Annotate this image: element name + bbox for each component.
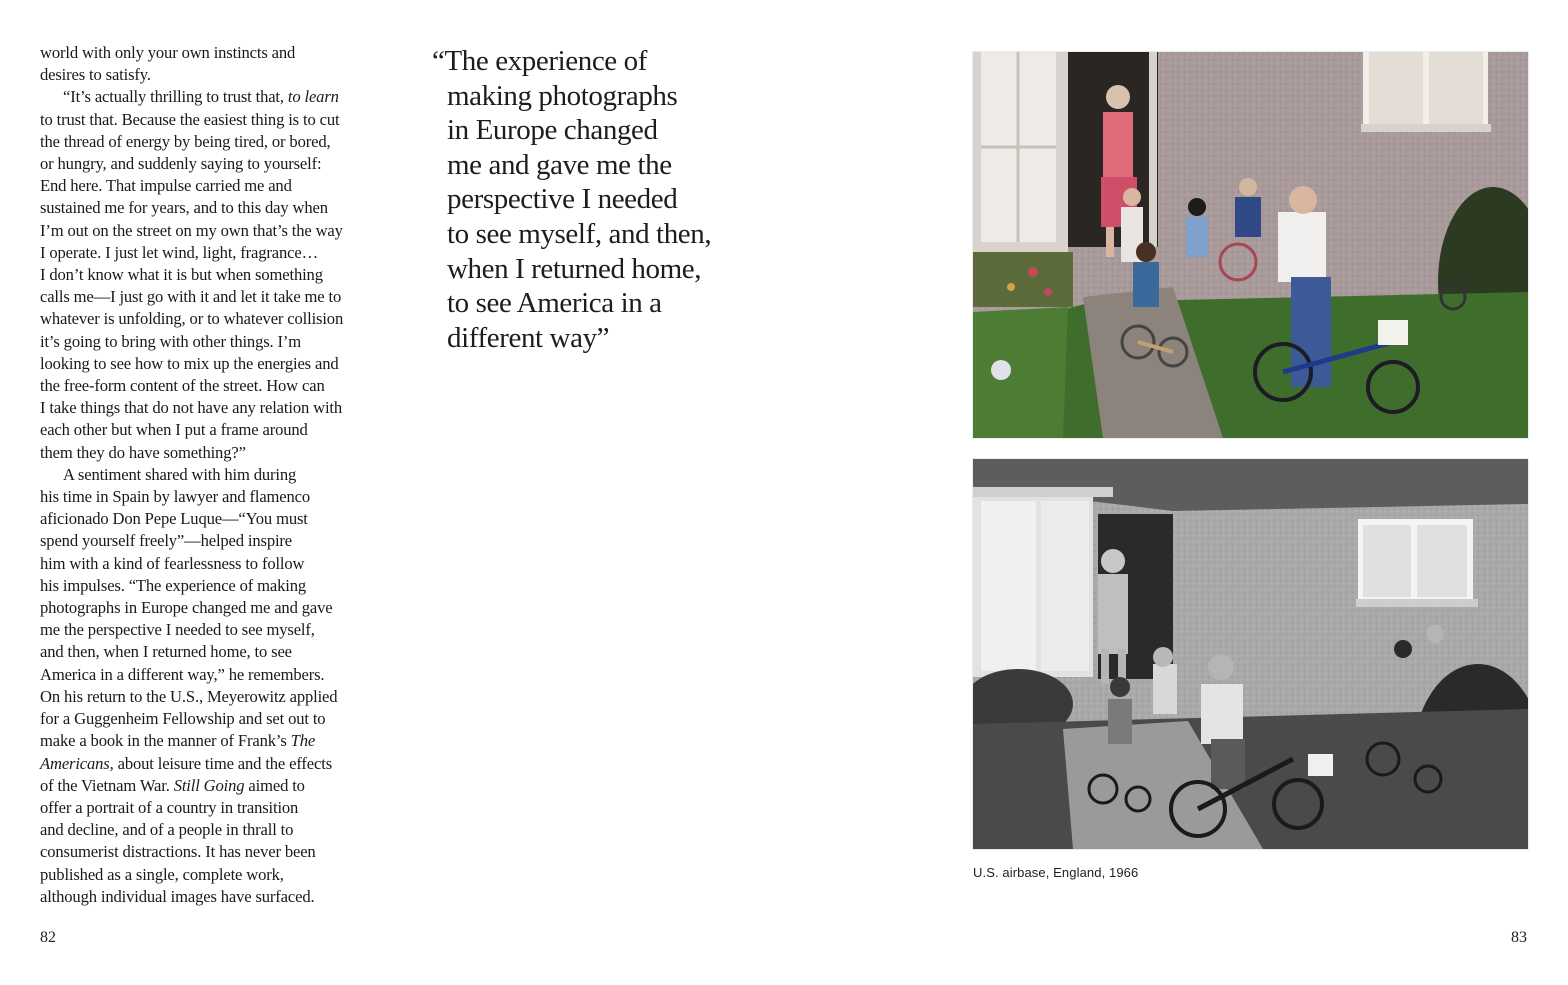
text-line: consumerist distractions. It has never been xyxy=(40,842,316,862)
text-line: or hungry, and suddenly saying to yourself: xyxy=(40,154,322,174)
page-number-left: 82 xyxy=(40,929,56,946)
text-line: for a Guggenheim Fellowship and set out to xyxy=(40,709,326,729)
text-line: the free-form content of the street. How can xyxy=(40,376,325,396)
text-line: them they do have something?” xyxy=(40,442,246,462)
text-line: although individual images have surfaced. xyxy=(40,886,315,906)
text-line: his impulses. “The experience of making xyxy=(40,575,307,595)
text-line: world with only your own instincts and xyxy=(40,43,296,62)
text-line: his time in Spain by lawyer and flamenco xyxy=(40,487,311,507)
text-line: each other but when I put a frame around xyxy=(40,420,308,440)
text-line: make a book in the manner of Frank’s The xyxy=(40,731,316,751)
color-photo-illustration xyxy=(973,52,1528,438)
text-line: Americans, about leisure time and the effects xyxy=(40,753,333,773)
text-line: of the Vietnam War. Still Going aimed to xyxy=(40,775,305,795)
text-line: aficionado Don Pepe Luque—“You must xyxy=(40,509,308,529)
bw-photo-illustration xyxy=(973,459,1528,849)
text-line: America in a different way,” he remembers. xyxy=(40,664,325,684)
text-line: I don’t know what it is but when something xyxy=(40,265,323,285)
text-line: I take things that do not have any relation with xyxy=(40,398,343,418)
text-line: and decline, and of a people in thrall to xyxy=(40,820,294,840)
text-line: published as a single, complete work, xyxy=(40,864,284,884)
pull-quote-line: making photographs xyxy=(447,79,678,112)
text-line: On his return to the U.S., Meyerowitz applied xyxy=(40,686,338,706)
text-line: the thread of energy by being tired, or bored, xyxy=(40,131,331,151)
pull-quote-line: “The experience of xyxy=(432,45,647,77)
children-on-bicycles-color-photo xyxy=(973,52,1528,438)
pull-quote-line: perspective I needed xyxy=(447,183,678,216)
body-text-column xyxy=(40,42,370,908)
text-line: A sentiment shared with him during xyxy=(63,464,297,484)
text-line: End here. That impulse carried me and xyxy=(40,176,292,196)
text-line: whatever is unfolding, or to whatever collision xyxy=(40,309,344,329)
pull-quote-line: different way” xyxy=(447,321,610,354)
pull-quote-line: when I returned home, xyxy=(447,252,702,285)
text-line: calls me—I just go with it and let it take me to xyxy=(40,287,342,307)
text-line: looking to see how to mix up the energies and xyxy=(40,353,339,373)
text-line: photographs in Europe changed me and gave xyxy=(40,598,333,618)
photo-caption: U.S. airbase, England, 1966 xyxy=(973,865,1139,880)
page-number-right: 83 xyxy=(1511,929,1527,946)
text-line: him with a kind of fearlessness to follow xyxy=(40,553,305,573)
text-line: desires to satisfy. xyxy=(40,65,151,85)
pull-quote-line: to see myself, and then, xyxy=(447,217,712,250)
text-line: I’m out on the street on my own that’s the way xyxy=(40,220,343,240)
text-line: me the perspective I needed to see myself, xyxy=(40,620,315,640)
pull-quote-line: me and gave me the xyxy=(447,148,672,181)
text-line: and then, when I returned home, to see xyxy=(40,642,292,662)
text-line: to trust that. Because the easiest thing is to cut xyxy=(40,109,340,129)
text-line: spend yourself freely”—helped inspire xyxy=(40,531,293,551)
text-line: sustained me for years, and to this day when xyxy=(40,198,328,218)
text-line: I operate. I just let wind, light, fragrance… xyxy=(40,242,319,262)
text-line: it’s going to bring with other things. I’m xyxy=(40,331,302,351)
pull-quote-line: to see America in a xyxy=(447,287,662,320)
pull-quote-line: in Europe changed xyxy=(447,114,658,147)
text-line: offer a portrait of a country in transition xyxy=(40,797,299,817)
children-on-bicycles-bw-photo xyxy=(973,459,1528,849)
text-line: “It’s actually thrilling to trust that, to learn xyxy=(63,87,339,107)
pull-quote xyxy=(432,44,732,355)
